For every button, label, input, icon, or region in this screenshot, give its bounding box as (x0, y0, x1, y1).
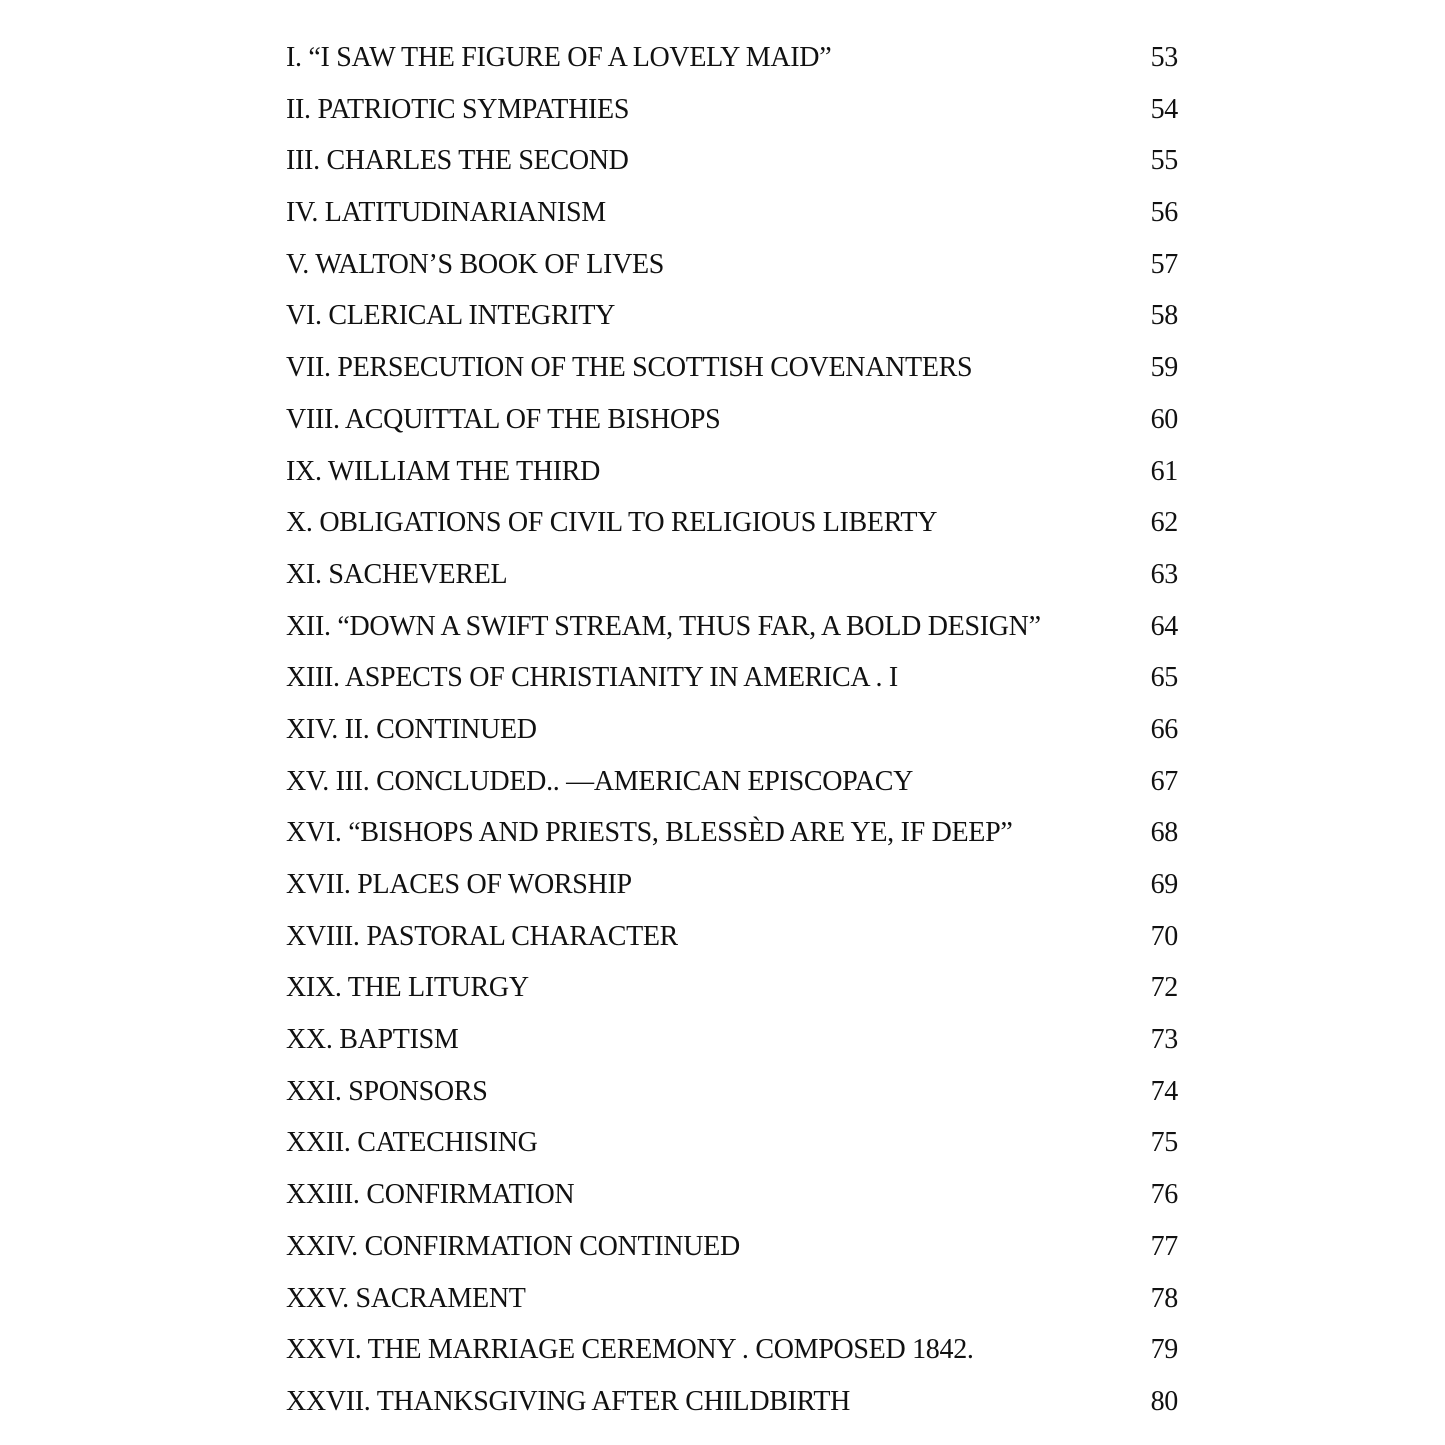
toc-entry (286, 1273, 1178, 1325)
toc-entry (286, 84, 1178, 136)
toc-entry-title: XI. SACHEVEREL (286, 558, 508, 590)
toc-entry-page-number: 74 (1150, 1075, 1178, 1107)
table-of-contents (286, 32, 1178, 1428)
toc-entry (286, 756, 1178, 808)
toc-entry-page-number: 53 (1150, 42, 1178, 73)
toc-entry-page-number: 65 (1150, 662, 1178, 694)
toc-entry-page-number: 79 (1150, 1334, 1178, 1366)
toc-entry-page-number: 69 (1150, 869, 1178, 900)
toc-entry-title: III. CHARLES THE SECOND (286, 145, 629, 177)
toc-entry-page-number: 72 (1150, 972, 1178, 1004)
toc-entry-title: XXII. CATECHISING (286, 1127, 538, 1159)
toc-entry-title: XIX. THE LITURGY (286, 972, 529, 1004)
toc-entry-page-number: 63 (1150, 558, 1178, 590)
toc-entry-page-number: 75 (1150, 1127, 1178, 1159)
toc-entry (286, 290, 1178, 342)
toc-entry (286, 807, 1178, 859)
toc-entry-page-number: 77 (1150, 1230, 1178, 1262)
toc-entry-title: XVIII. PASTORAL CHARACTER (286, 920, 679, 952)
toc-entry (286, 704, 1178, 756)
toc-entry (286, 601, 1178, 653)
toc-entry (286, 1117, 1178, 1169)
toc-entry-page-number: 54 (1150, 93, 1178, 125)
toc-entry-title: XIII. ASPECTS OF CHRISTIANITY IN AMERICA . I (286, 662, 898, 694)
toc-entry (286, 859, 1178, 911)
toc-entry-title: IX. WILLIAM THE THIRD (286, 455, 601, 487)
toc-entry-title: II. PATRIOTIC SYMPATHIES (286, 93, 630, 125)
toc-entry (286, 135, 1178, 187)
toc-entry-title: XXV. SACRAMENT (286, 1282, 526, 1314)
toc-entry-page-number: 80 (1150, 1385, 1178, 1417)
toc-entry-title: XXIV. CONFIRMATION CONTINUED (286, 1230, 740, 1262)
toc-entry-page-number: 58 (1150, 300, 1178, 332)
toc-entry-title: XXI. SPONSORS (286, 1075, 488, 1107)
toc-entry-page-number: 60 (1150, 403, 1178, 435)
toc-entry-title: VII. PERSECUTION OF THE SCOTTISH COVENANTERS (286, 352, 973, 384)
toc-entry-title: XIV. II. CONTINUED (286, 713, 537, 745)
toc-entry-page-number: 70 (1150, 920, 1178, 952)
toc-entry-title: I. “I SAW THE FIGURE OF A LOVELY MAID” (286, 42, 832, 73)
toc-entry (286, 1221, 1178, 1273)
toc-entry-page-number: 78 (1150, 1282, 1178, 1314)
toc-entry-title: VIII. ACQUITTAL OF THE BISHOPS (286, 403, 721, 435)
toc-entry-title: V. WALTON’S BOOK OF LIVES (286, 248, 665, 280)
toc-entry (286, 962, 1178, 1014)
toc-entry (286, 446, 1178, 498)
toc-entry (286, 911, 1178, 963)
toc-entry (286, 549, 1178, 601)
toc-entry-page-number: 61 (1150, 455, 1178, 487)
toc-entry-page-number: 68 (1150, 817, 1178, 849)
toc-entry (286, 1014, 1178, 1066)
toc-entry-page-number: 67 (1150, 765, 1178, 797)
toc-entry-page-number: 66 (1150, 713, 1178, 745)
toc-entry-page-number: 76 (1150, 1179, 1178, 1211)
toc-entry-title: XVI. “BISHOPS AND PRIESTS, BLESSÈD ARE YE, IF DEEP” (286, 817, 1013, 849)
toc-entry (286, 1169, 1178, 1221)
toc-entry (286, 342, 1178, 394)
toc-entry-page-number: 59 (1150, 352, 1178, 384)
toc-entry-page-number: 64 (1150, 610, 1178, 642)
toc-entry (286, 1376, 1178, 1428)
toc-entry-page-number: 62 (1150, 507, 1178, 539)
toc-entry-page-number: 57 (1150, 248, 1178, 280)
toc-entry-title: XV. III. CONCLUDED.. —AMERICAN EPISCOPACY (286, 765, 914, 797)
toc-entry (286, 652, 1178, 704)
toc-entry-title: XXVII. THANKSGIVING AFTER CHILDBIRTH (286, 1385, 851, 1417)
toc-entry (286, 497, 1178, 549)
toc-entry (286, 394, 1178, 446)
toc-entry-title: IV. LATITUDINARIANISM (286, 197, 606, 229)
toc-entry (286, 1066, 1178, 1118)
toc-entry-title: VI. CLERICAL INTEGRITY (286, 300, 616, 332)
toc-entry-title: XXIII. CONFIRMATION (286, 1179, 575, 1211)
toc-entry (286, 32, 1178, 84)
toc-entry-title: XXVI. THE MARRIAGE CEREMONY . COMPOSED 1842. (286, 1334, 974, 1366)
toc-entry (286, 1324, 1178, 1376)
toc-entry (286, 187, 1178, 239)
toc-entry-title: XII. “DOWN A SWIFT STREAM, THUS FAR, A BOLD DESIGN” (286, 610, 1041, 642)
toc-entry-page-number: 56 (1150, 197, 1178, 229)
toc-entry-title: X. OBLIGATIONS OF CIVIL TO RELIGIOUS LIBERTY (286, 507, 938, 539)
toc-entry-page-number: 73 (1150, 1024, 1178, 1056)
toc-entry-title: XVII. PLACES OF WORSHIP (286, 869, 632, 900)
toc-entry-title: XX. BAPTISM (286, 1024, 459, 1056)
toc-entry (286, 239, 1178, 291)
toc-entry-page-number: 55 (1150, 145, 1178, 177)
